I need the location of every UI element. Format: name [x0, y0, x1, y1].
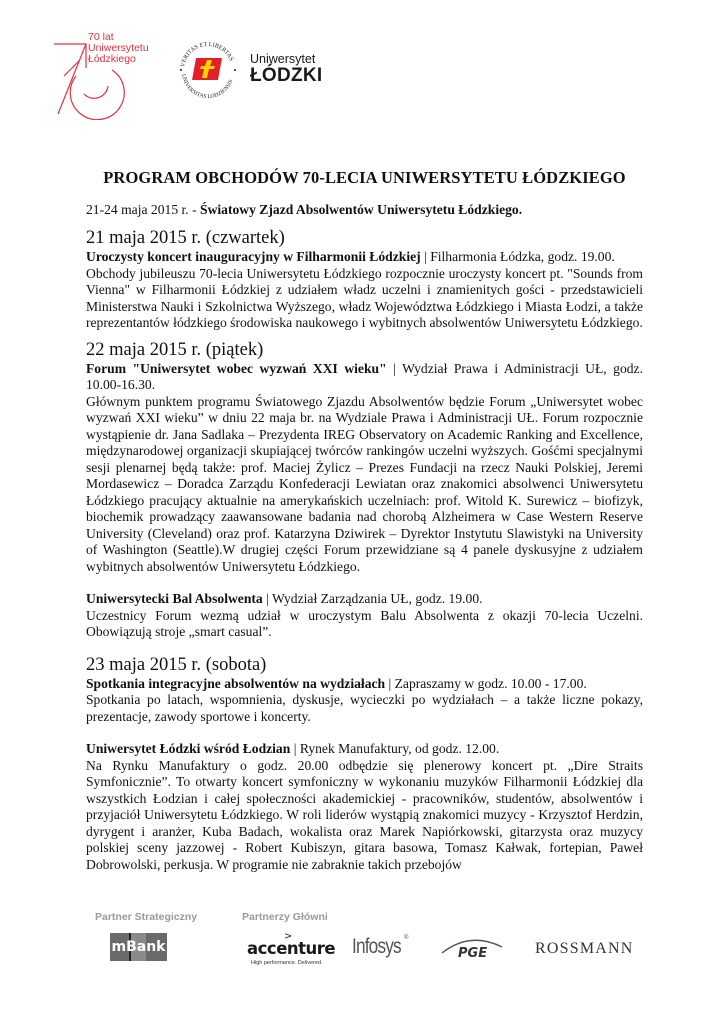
event-body: Spotkania po latach, wspomnienia, dyskusje, wycieczki po wydziałach – a także liczne pokazy, prezentacje, zawody sportowe i koncerty. — [86, 692, 643, 724]
spacer — [86, 725, 643, 741]
event-details: | Wydział Zarządzania UŁ, godz. 19.00. — [262, 591, 483, 606]
event-title: Uroczysty koncert inauguracyjny w Filharmonii Łódzkiej — [86, 249, 421, 264]
pge-logo — [440, 935, 510, 965]
accenture-tagline: High performance. Delivered. — [251, 960, 323, 966]
event-details: | Filharmonia Łódzka, godz. 19.00. — [420, 249, 615, 264]
day-heading: 21 maja 2015 r. (czwartek) — [86, 228, 285, 248]
infosys-text: Infosys — [352, 935, 401, 958]
day-heading: 23 maja 2015 r. (sobota) — [86, 654, 267, 675]
seal-icon — [176, 38, 240, 102]
header — [0, 0, 725, 140]
intro-event: Światowy Zjazd Absolwentów Uniwersytetu Łódzkiego. — [200, 201, 523, 217]
70-years-logo — [50, 30, 149, 115]
intro-dates: 21-24 maja 2015 r. - — [86, 201, 201, 217]
university-seal — [176, 38, 240, 102]
event-title: Forum "Uniwersytet wobec wyzwań XXI wieku" — [86, 360, 387, 376]
event-header — [86, 676, 643, 693]
main-partners-label: Partnerzy Główni — [242, 911, 328, 923]
event-details: | Zapraszamy w godz. 10.00 - 17.00. — [385, 675, 587, 691]
strategic-partner-label: Partner Strategiczny — [95, 911, 198, 923]
event-title: Uniwersytet Łódzki wśród Łodzian — [86, 741, 291, 756]
university-line2: ŁÓDZKI — [250, 65, 323, 86]
accenture-chevron-icon: > — [284, 931, 293, 942]
university-line1: Uniwersytet — [250, 52, 316, 66]
event-body: Obchody jubileuszu 70-lecia Uniwersytetu Łódzkiego rozpocznie uroczysty koncert pt. "Sounds from Vienna" w Filharmonii Łódzkiej z udziałem władz uczelni i znamienitych gości - przedstawicieli Ministerstwa Nauki i Szkolnictwa Wyższego, władz Województwa Łódzkiego i Miasta Łodzi, a także reprezentantów łódzkiego środowiska naukowego i wybitnych absolwentów Uniwersytetu Łódzkiego. — [86, 265, 643, 330]
mbank-text: mBank — [111, 939, 166, 955]
pge-text: PGE — [458, 946, 488, 961]
logo70-line2: Uniwersytetu — [88, 42, 149, 54]
university-name-logo — [250, 52, 323, 86]
infosys-registered-mark: ® — [404, 935, 409, 941]
event-header — [86, 591, 643, 608]
rossmann-text: ROSSMANN — [535, 940, 634, 957]
event-body: Uczestnicy Forum wezmą udział w uroczystym Balu Absolwenta z okazji 70-lecia Uczelni. Obowiązują stroje „smart casual”. — [86, 607, 643, 639]
partners-footer — [0, 905, 725, 1015]
document-body — [86, 170, 643, 873]
rossmann-logo — [535, 940, 634, 958]
svg-text:UNIVERSITAS LODZIENSIS: UNIVERSITAS LODZIENSIS — [180, 73, 235, 101]
infosys-logo — [352, 935, 412, 965]
event-body: Na Rynku Manufaktury o godz. 20.00 odbędzie się plenerowy koncert pt. „Dire Straits Symfonicznie”. To otwarty koncert symfoniczny w wykonaniu muzyków Filharmonii Łódzkiej dla wszystkich Łodzian i całej społeczności akademickiej - pracowników, studentów, absolwentów i przyjaciół Uniwersytetu Łódzkiego. W roli liderów wystąpią znakomici muzycy - Krzysztof Herdzin, dyrygent i aranżer, Kuba Badach, wokalista oraz Marek Napiórkowski, gitarzysta oraz muzycy polskiej sceny jazzowej - Robert Kubiszyn, gitara basowa, Tomasz Kałwak, fortepian, Paweł Dobrowolski, perkusja. W programie nie zabraknie takich przebojów — [86, 757, 643, 872]
logo70-line1: 70 lat — [88, 31, 114, 43]
event-details: | Wydział Prawa i Administracji UŁ, godz. 10.00-16.30. — [86, 360, 643, 392]
accenture-logo — [247, 931, 336, 973]
event-header — [86, 361, 643, 394]
logo70-line3: Łódzkiego — [88, 53, 136, 65]
event-body: Głównym punktem programu Światowego Zjazdu Absolwentów będzie Forum „Uniwersytet wobec wyzwań XXI wieku” w dniu 22 maja br. na Wydziale Prawa i Administracji UŁ. Forum rozpocznie wystąpienie dr. Jana Sadlaka – Prezydenta IREG Observatory on Academic Ranking and Excellence, międzynarodowej organizacji skupiającej twórców rankingów uczelni wyższych. Gośćmi specjalnymi sesji plenarnej będą także: prof. Maciej Żylicz – Prezes Fundacji na rzecz Nauki Polskiej, Jeremi Mordasewicz – Doradca Zarządu Konfederacji Lewiatan oraz znakomici absolwenci Uniwersytetu Łódzkiego pracujący aktualnie na amerykańskich uczelniach: prof. Witold K. Surewicz – biofizyk, biochemik prowadzący zaawansowane badania nad chorobą Alzheimera w Case Western Reserve University (Cleveland) oraz prof. Katarzyna Dziwirek – Dyrektor Instytutu Slawistyki na University of Washington (Seattle).W drugiej części Forum przewidziane są 4 panele dyskusyjne z udziałem wybitnych absolwentów Uniwersytetu Łódzkiego. — [86, 393, 643, 574]
day-heading: 22 maja 2015 r. (piątek) — [86, 339, 264, 360]
document-title: PROGRAM OBCHODÓW 70-LECIA UNIWERSYTETU ŁÓDZKIEGO — [103, 168, 626, 187]
event-details: | Rynek Manufaktury, od godz. 12.00. — [290, 741, 500, 756]
accenture-text: accenture — [247, 939, 336, 958]
svg-text:VERITAS ET LIBERTAS: VERITAS ET LIBERTAS — [180, 41, 235, 68]
spacer — [86, 575, 643, 591]
mbank-logo — [110, 933, 167, 961]
event-header — [86, 741, 643, 758]
event-title: Spotkania integracyjne absolwentów na wydziałach — [86, 675, 386, 691]
intro-line — [86, 202, 643, 219]
event-header — [86, 249, 643, 266]
event-title: Uniwersytecki Bal Absolwenta — [86, 591, 263, 606]
